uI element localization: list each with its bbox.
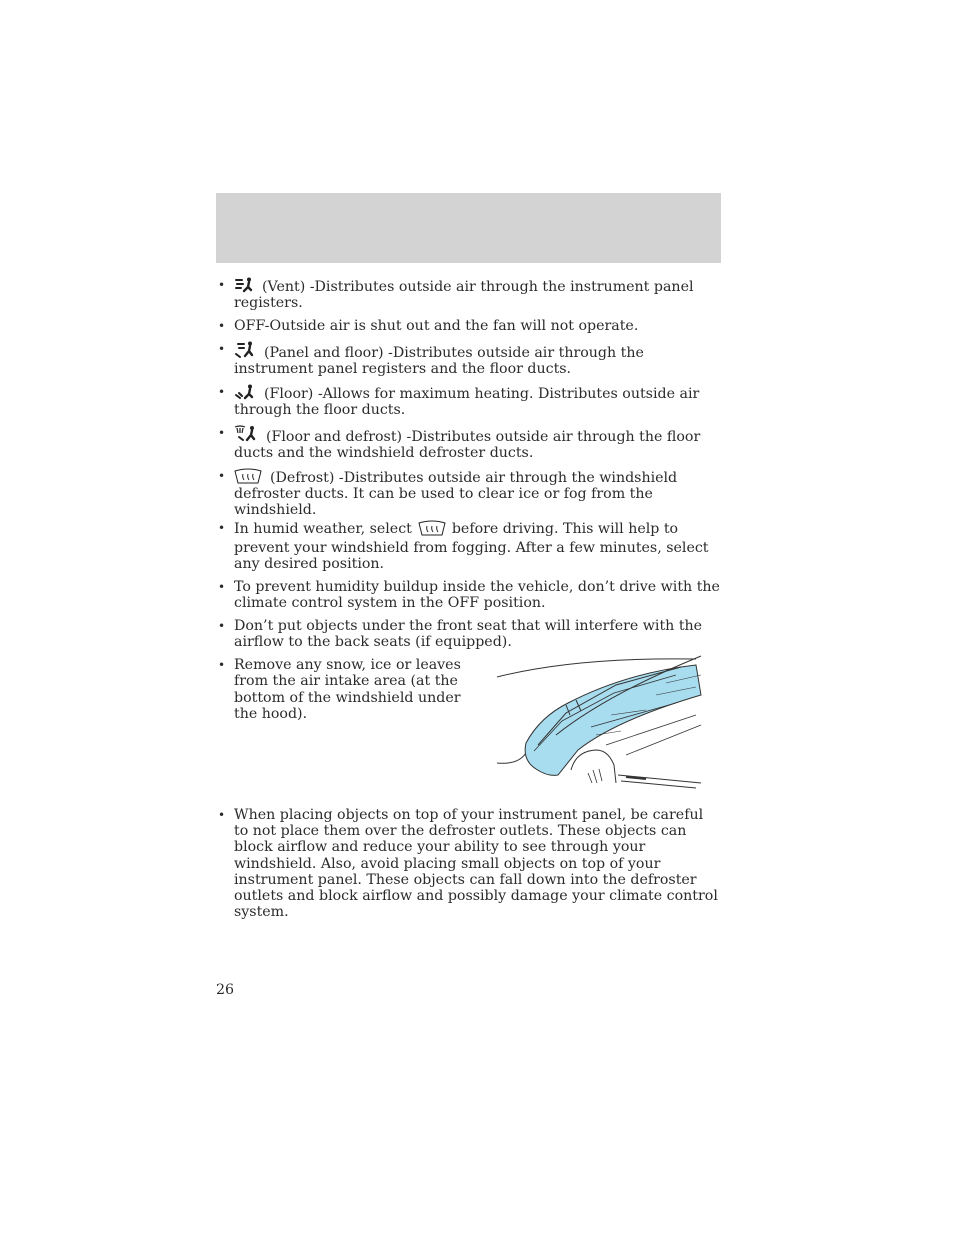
- list-item: • When placing objects on top of your instrument panel, be careful to not place them over the defroster outlets. These objects can block airflow and reduce your ability to see through your windshield. Also, avoid placing small objects on top of your instrument panel. These objects can fall down into the defroster outlets and block airflow and possibly damage your climate control system.: [218, 807, 718, 921]
- defrost-icon: [234, 468, 262, 484]
- list-item: • Don’t put objects under the front seat that will interfere with the airflow to the back seats (if equipped).: [218, 618, 703, 651]
- air-intake-illustration: [496, 655, 706, 790]
- list-item-text: Remove any snow, ice or leaves from the air intake area (at the bottom of the windshield under the hood).: [234, 657, 461, 722]
- mode-list: [216, 277, 721, 525]
- humid-weather-text-after: before driving. This will help to prevent your windshield from fogging. After a few minutes, select any desired position.: [234, 521, 709, 573]
- list-item-text: (Vent) -Distributes outside air through the instrument panel registers.: [234, 279, 694, 312]
- page-number: 26: [216, 982, 235, 998]
- list-item: • OFF-Outside air is shut out and the fan will not operate.: [218, 318, 639, 334]
- list-item: • (Defrost) -Distributes outside air through the windshield defroster ducts. It can be used to clear ice or fog from the windshield.: [218, 468, 678, 519]
- list-item: • (Floor and defrost) -Distributes outside air through the floor ducts and the windshield defroster ducts.: [218, 425, 701, 461]
- list-item: • Remove any snow, ice or leaves from the air intake area (at the bottom of the windshield under the hood).: [218, 657, 461, 722]
- list-item: • To prevent humidity buildup inside the vehicle, don’t drive with the climate control system in the OFF position.: [218, 579, 720, 612]
- list-item-text: (Floor and defrost) -Distributes outside air through the floor ducts and the windshield defroster ducts.: [234, 428, 701, 461]
- panel-floor-icon: [234, 341, 256, 359]
- panel-tip-list: [216, 807, 721, 927]
- list-item-text: (Panel and floor) -Distributes outside air through the instrument panel registers and the floor ducts.: [234, 344, 644, 377]
- list-item-text: OFF-Outside air is shut out and the fan will not operate.: [234, 318, 639, 334]
- floor-icon: [234, 384, 256, 400]
- list-item: • (Floor) -Allows for maximum heating. Distributes outside air through the floor ducts.: [218, 384, 700, 418]
- vent-icon: [234, 277, 254, 293]
- defrost-icon: [418, 520, 446, 540]
- list-item: • (Panel and floor) -Distributes outside air through the instrument panel registers and the floor ducts.: [218, 341, 644, 377]
- section-header-band: [216, 193, 721, 263]
- list-item-text: (Defrost) -Distributes outside air through the windshield defroster ducts. It can be used to clear ice or fog from the windshield.: [234, 469, 678, 519]
- list-item-text: (Floor) -Allows for maximum heating. Distributes outside air through the floor ducts.: [234, 385, 700, 418]
- list-item-text: When placing objects on top of your instrument panel, be careful to not place them over the defroster outlets. These objects can block airflow and reduce your ability to see through your windshield. Also, avoid placing small objects on top of your instrument panel. These objects can fall down into the defroster outlets and block airflow and possibly damage your climate control system.: [234, 807, 718, 921]
- list-item-text: Don’t put objects under the front seat that will interfere with the airflow to the back seats (if equipped).: [234, 618, 703, 651]
- humid-weather-text-before: In humid weather, select: [234, 521, 412, 537]
- list-item: • In humid weather, select before driving. This will help to prevent your windshield from fogging. After a few minutes, select any desired position.: [218, 521, 709, 573]
- list-item-text: To prevent humidity buildup inside the vehicle, don’t drive with the climate control system in the OFF position.: [234, 579, 720, 612]
- floor-defrost-icon: [234, 425, 258, 443]
- list-item: • (Vent) -Distributes outside air through the instrument panel registers.: [218, 278, 694, 312]
